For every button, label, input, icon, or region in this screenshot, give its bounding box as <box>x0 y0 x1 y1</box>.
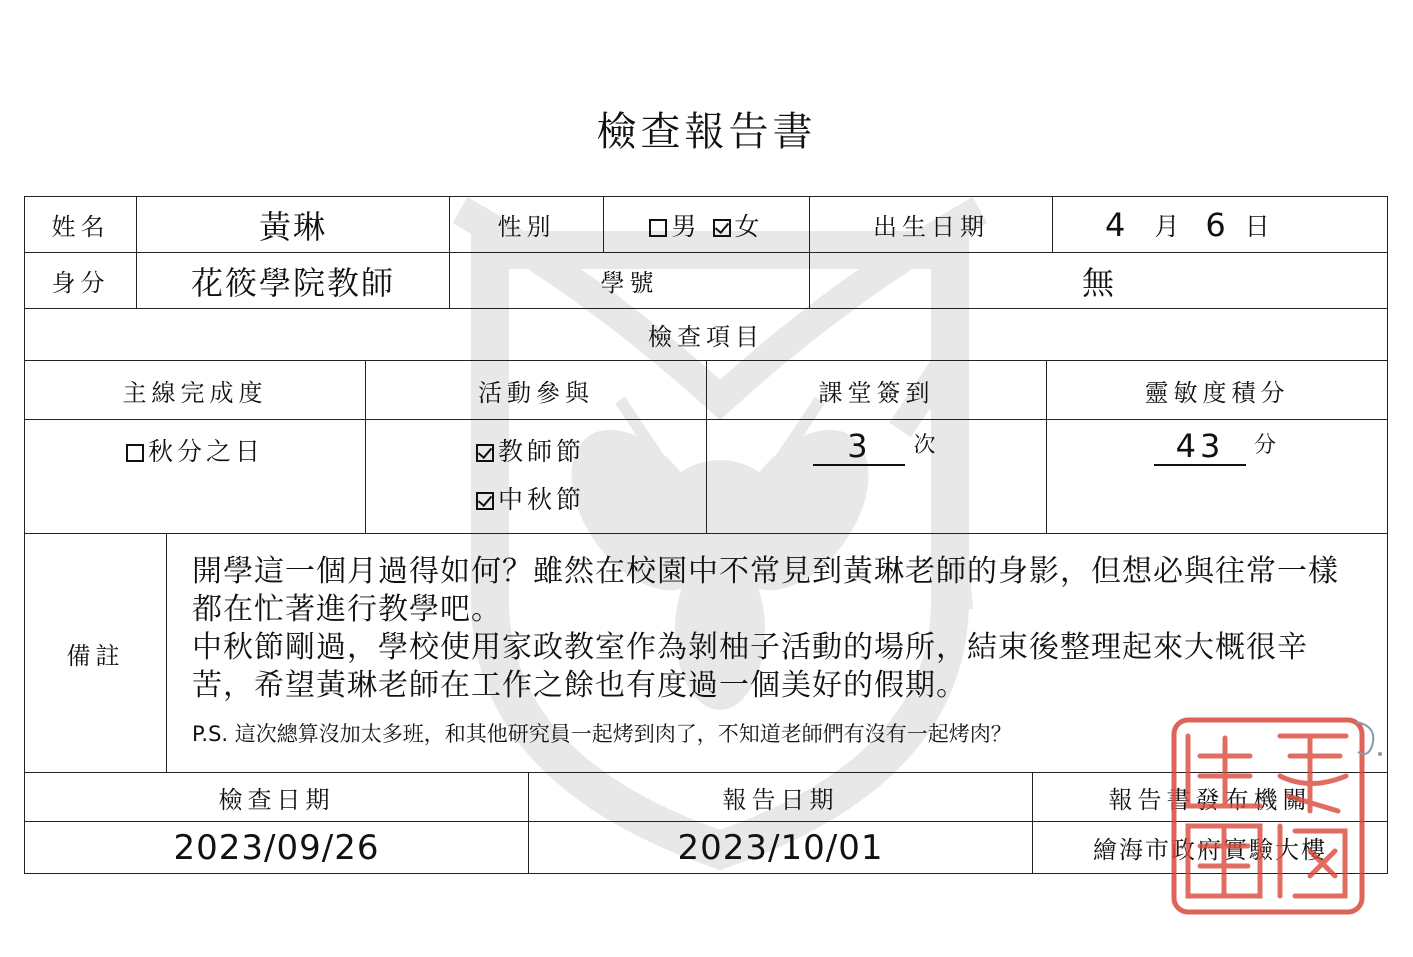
issuer-label: 報告書發布機關 <box>1032 772 1388 822</box>
activities-cell <box>365 419 707 534</box>
male-checkbox-icon <box>649 219 667 237</box>
items-header: 檢查項目 <box>24 308 1388 361</box>
birth-month-unit: 月 <box>1154 211 1184 241</box>
attendance-cell <box>706 419 1047 534</box>
sensitivity-cell <box>1046 419 1388 534</box>
report-date-label: 報告日期 <box>528 772 1033 822</box>
swirl-ornament-icon <box>1348 716 1388 766</box>
main-quest-item[interactable] <box>126 432 264 468</box>
sensitivity-unit: 分 <box>1253 433 1280 458</box>
mid-autumn-checkbox-icon <box>476 492 494 510</box>
report-date-value: 2023/10/01 <box>528 821 1033 874</box>
check-date-label: 檢查日期 <box>24 772 529 822</box>
student-id-label: 學號 <box>449 252 810 309</box>
teachers-day-checkbox-icon <box>476 444 494 462</box>
gender-male-option[interactable] <box>649 207 700 243</box>
attendance-value: 3 <box>813 428 905 466</box>
birth-date-label: 出生日期 <box>809 196 1053 253</box>
main-quest-checkbox-icon <box>126 444 144 462</box>
remarks-ps: P.S. 這次總算沒加太多班，和其他研究員一起烤到肉了，不知道老師們有沒有一起烤肉？ <box>192 722 1012 746</box>
category-attendance: 課堂簽到 <box>706 360 1047 420</box>
teachers-day-text: 教師節 <box>498 437 586 466</box>
gender-label: 性別 <box>449 196 604 253</box>
issuer-value: 繪海市政府實驗大樓 <box>1032 821 1388 874</box>
remarks-paragraph-2: 中秋節剛過，學校使用家政教室作為剝柚子活動的場所，結束後整理起來大概很辛苦，希望黃琳老師在工作之餘也有度過一個美好的假期。 <box>192 630 1308 703</box>
activity-item-teachers-day[interactable] <box>476 432 585 468</box>
sensitivity-value: 43 <box>1154 428 1246 466</box>
female-checkbox-checked-icon <box>713 219 731 237</box>
attendance-unit: 次 <box>913 433 940 458</box>
category-activities: 活動參與 <box>365 360 707 420</box>
male-text: 男 <box>671 211 701 241</box>
birth-day: 6 <box>1205 205 1227 244</box>
gender-female-option[interactable] <box>713 207 764 243</box>
name-value: 黃琳 <box>136 196 450 253</box>
identity-label: 身分 <box>24 252 137 309</box>
birth-month: 4 <box>1105 205 1127 244</box>
main-quest-cell <box>24 419 366 534</box>
gender-options <box>603 196 810 253</box>
remarks-label: 備註 <box>24 533 167 773</box>
mid-autumn-text: 中秋節 <box>498 485 586 514</box>
document-title: 檢查報告書 <box>596 109 817 155</box>
category-main-quest: 主線完成度 <box>24 360 366 420</box>
remarks-paragraph-1: 開學這一個月過得如何？雖然在校園中不常見到黃琳老師的身影，但想必與往常一樣都在忙著進行教學吧。 <box>192 554 1339 627</box>
activity-item-mid-autumn[interactable] <box>476 480 585 516</box>
student-id-value: 無 <box>809 252 1388 309</box>
check-date-value: 2023/09/26 <box>24 821 529 874</box>
main-quest-text: 秋分之日 <box>147 437 264 466</box>
birth-date-value <box>1052 196 1388 253</box>
category-sensitivity: 靈敏度積分 <box>1046 360 1388 420</box>
female-text: 女 <box>734 211 764 241</box>
birth-day-unit: 日 <box>1244 211 1274 241</box>
name-label: 姓名 <box>24 196 137 253</box>
official-seal-stamp-icon <box>1170 716 1366 916</box>
identity-value: 花筱學院教師 <box>136 252 450 309</box>
